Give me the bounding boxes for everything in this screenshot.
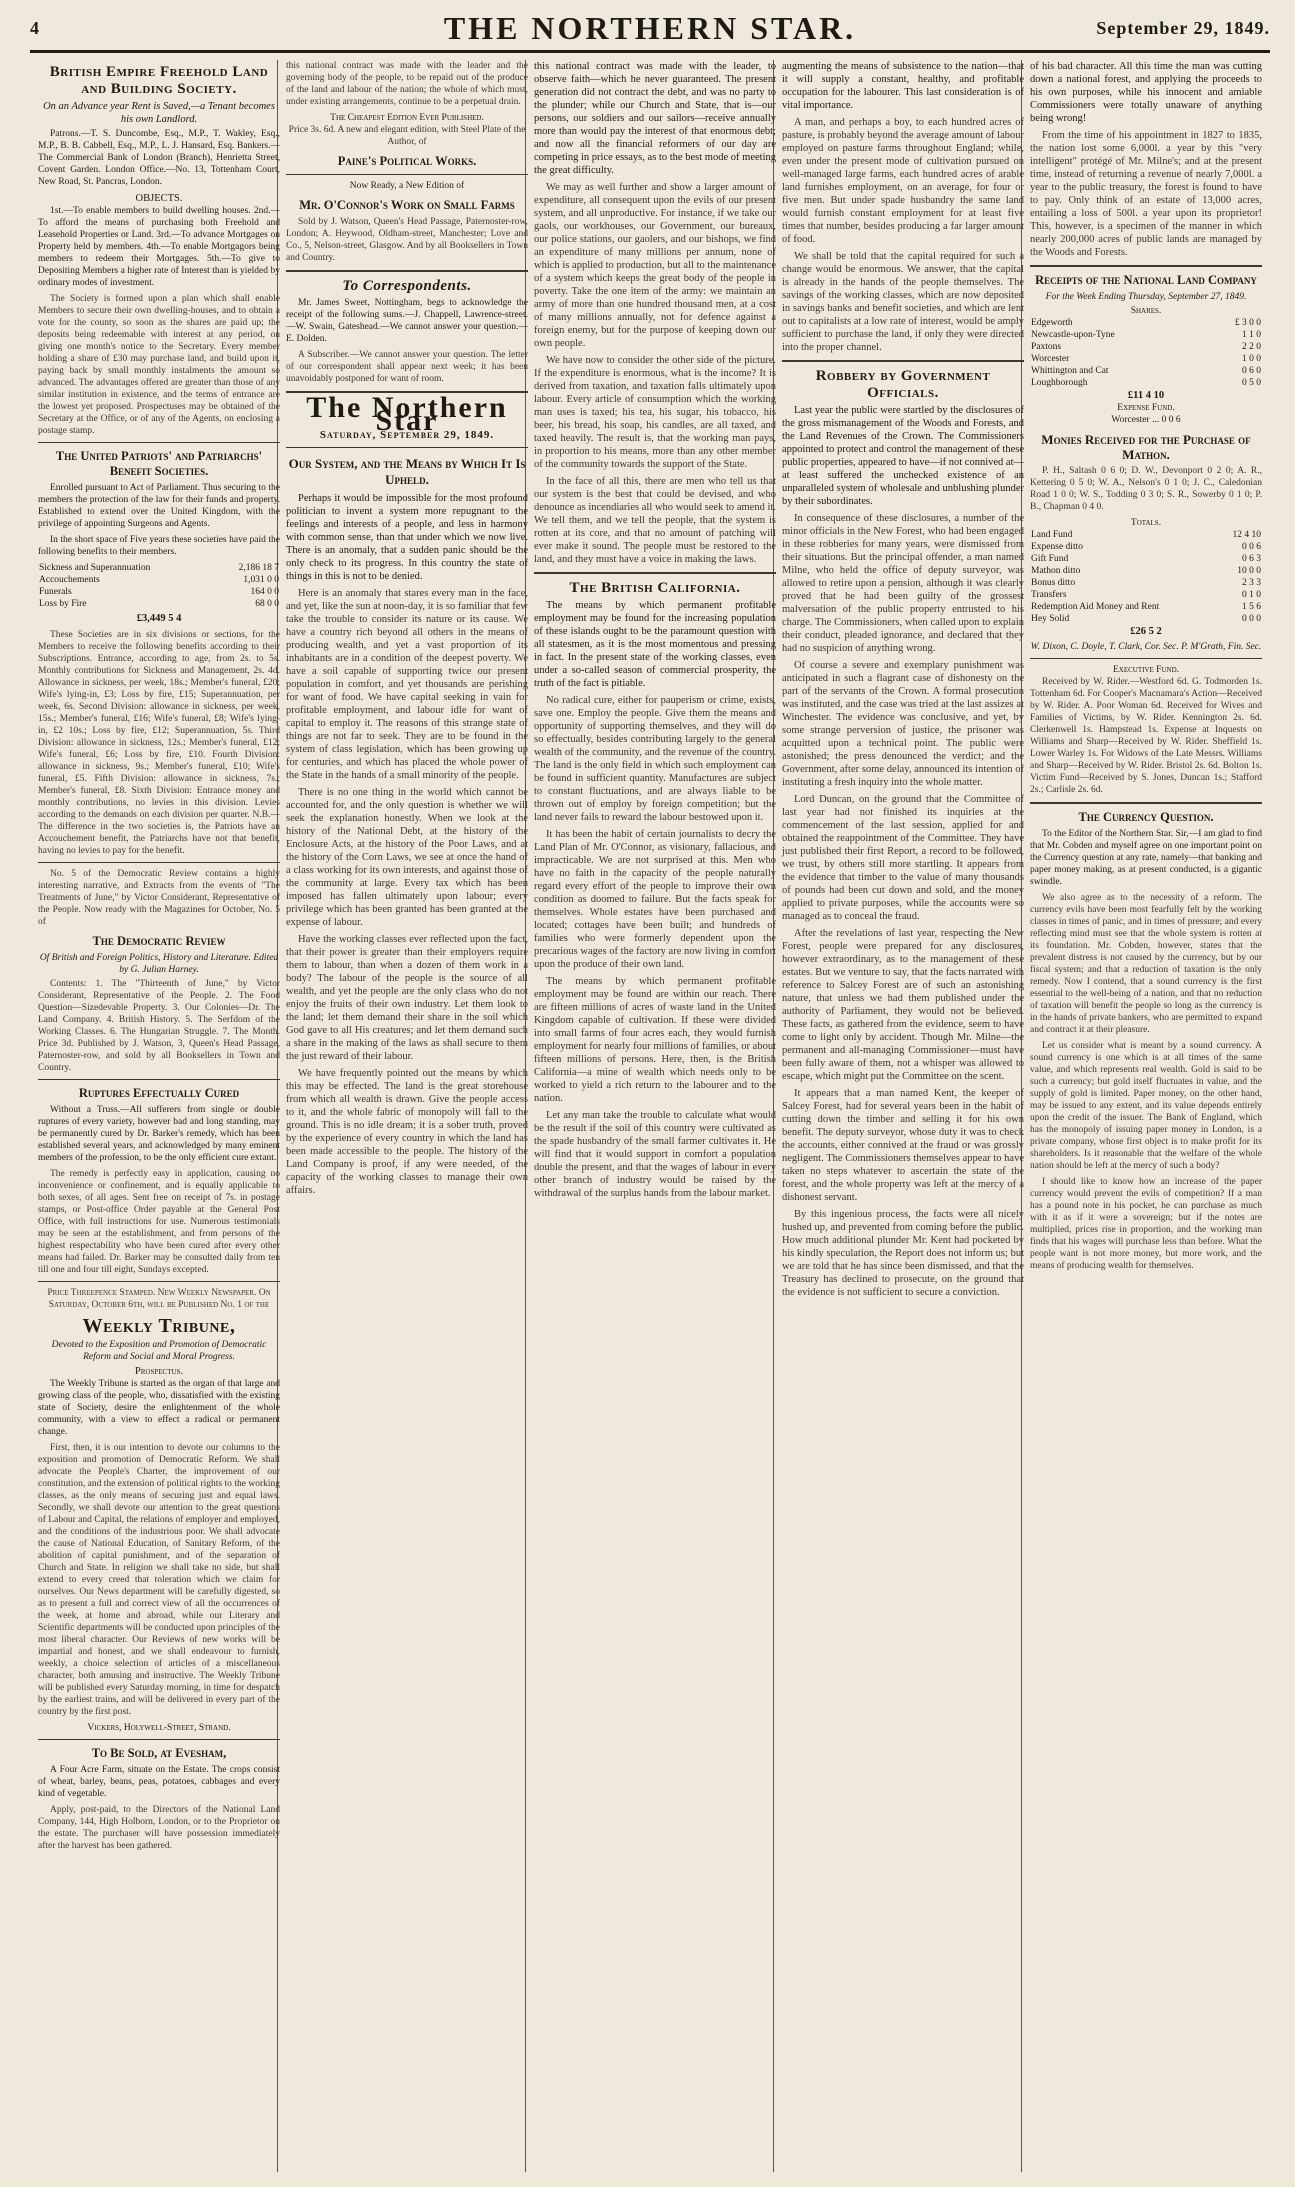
mathon-title: Monies Received for the Purchase of Mathon. bbox=[1041, 432, 1251, 462]
shares-row-label: Edgeworth bbox=[1031, 318, 1073, 328]
ad-small-farms-title: Mr. O'Connor's Work on Small Farms bbox=[299, 198, 515, 212]
shares-row-amount: 0 6 0 bbox=[1242, 366, 1261, 376]
totals-row-amount: 0 0 0 bbox=[1242, 614, 1261, 624]
column-1: British Empire Freehold Land and Building Society. On an Advance year Rent is Saved,—a Tenant becomes his own Landlord. Patrons.—T. S. Duncombe, Esq., M.P., T. Wakley, Esq., M.P., B. B. Cabbell, Esq., M.P., L. J. Hansard, Esq. Bankers.—The Commercial Bank of London (Branch), Henrietta Street, Covent Garden. London Office.—No. 13, Tottenham Court, New Road, St. Pancras, London. OBJECTS. 1st.—To enable members to build dwelling houses. 2nd.—To afford the means of purchasing both Freehold and Leasehold Properties or Land. 3rd.—To advance Mortgages on Property held by members. 4th.—To enable Mortgagors being members to redeem their Mortgages. 5th.—To give to Depositing Members a higher rate of Interest than is yielded by ordinary modes of investment. The Society is formed upon a plan which shall enable Members to secure their own dwelling-houses, and to obtain a vote for the county, so soon as the shares are paid up; the deposits being redeemable with interest at any period, on giving one month's notice to the Secretary. Every member holding a share of £30 may purchase land, and build upon it, paying back by small monthly instalments the amount so advanced. The advantages offered are greater than those of any similar institution in existence, and the terms of entrance are the lowest yet proposed. Prospectuses may be obtained of the Secretary at the Office, or of any of the Agents, on enclosing a postage stamp. The United Patriots' and Patriarchs' Benefit Societies. Enrolled pursuant to Act of Parliament. Thus securing to the members the protection of the law for their funds and property. Established to extend over the United Kingdom, with the privilege of appointing Surgeons and Agents. In the short space of Five years these societies have paid the following benefits to their members. Sickness and Superannuation 2,186 18 7 Accouchements 1,031 0 0 Funerals 164 0 0 Loss by Fire 68 0 0 £3,449 5 4 These Societies are in six divisions or sections, for the Members to receive the following benefits according to their Subscriptions. Entrance, according to age, from 2s. to 5s. Monthly contributions for Sickness and Management, 2s. 4d. Allowance in sickness, per week, 18s.; Member's funeral, £20; Wife's lying-in, £3; Loss by fire, £15; Superannuation, per week, 6s. Second Division: allowance in sickness, per week, 15s.; Member's funeral, £16; Wife's funeral, £8; Wife's lying-in, £2 10s.; Loss by fire, £12; Superannuation, 5s. Third Division: allowance in sickness, 12s.; Member's funeral, £12; Wife's funeral, £6; Loss by fire, £10. Fourth Division: allowance in sickness, 9s.; Member's funeral, £10; Wife's funeral, £5. Fifth Division: allowance in sickness, 7s.; Member's funeral, £8. Sixth Division: Entrance money and monthly contributions, no levies in this division. Levies according to the demands on each division per quarter. N.B.—The difference in the two societies is, the Patriots have an Accouchement benefit, the Patriarchs have not that benefit, having no levies to pay for the benefit. No. 5 of the Democratic Review contains a highly interesting narrative, and Extracts from the events of "The Treatments of June," by Victor Considerant, Representative of the People. Now ready with the Magazines for October, No. 5 of The Democratic Review Of British and Foreign Politics, History and Literature. Edited by G. Julian Harney. Contents: 1. The "Thirteenth of June," by Victor Considerant, Representative of the People. 2. The Food Question—Sizedevable Property. 3. Our Colonies—Dr. The Land Company. 4. British History. 5. The Serfdom of the Working Classes. 6. The Hungarian Struggle. 7. The Month. Price 3d. Published by J. Watson, 3, Queen's Head Passage, Paternoster-row, and sold by all Booksellers in Town and Country. Ruptures Effectually Cured Without a Truss.—All sufferers from single or double ruptures of every variety, however bad and long standing, may be permanently cured by Dr. Barker's remedy, which has been established several years, and acknowledged by many eminent members of the profession, to be the only efficient cure extant. The remedy is perfectly easy in application, causing no inconvenience or confinement, and is equally applicable to both sexes, of all ages. Sent free on receipt of 7s. in postage stamps, or Post-office Order payable at the General Post Office, with full instructions for use. Numerous testimonials may be seen at the establishment, and from persons of the highest respectability who have been cured after every other means had failed. Dr. Barker may be consulted daily from ten till one and four till eight, Sundays excepted. Price Threepence Stamped. New Weekly Newspaper. On Saturday, October 6th, will be Published No. 1 of the Weekly Tribune, Devoted to the Exposition and Promotion of Democratic Reform and Social and Moral Progress. Prospectus. The Weekly Tribune is started as the organ of that large and growing class of the people, who, dissatisfied with the existing state of Society, desire the enlightenment of the whole community, with a view to effect a radical or permanent change. First, then, it is our intention to devote our columns to the exposition and promotion of Democratic Reform. We shall advocate the People's Charter, the improvement of our constitution, and the extension of political rights to the working classes, as the only means of securing just and equal laws. Secondly, we shall devote our attention to the great questions of Labour and Capital, the relations of employer and employed, and the conditions of the industrious poor. We shall advocate the cause of National Education, of Sanitary Reform, of the abolition of capital punishment, and of the separation of Church and State. In religion we shall take no side, but shall extend to every creed that toleration which we claim for ourselves. Our News department will be carefully digested, so as to present a full and correct view of all the occurrences of the week, at home and abroad, while our Literary and Scientific departments will be conducted upon principles of the most liberal character. Our Reviews of new works will be impartial and honest, and we shall endeavour to furnish, weekly, a choice selection of articles of a miscellaneous character, both amusing and instructive. The Weekly Tribune will be published every Saturday morning, in time for despatch by the earliest trains, and will be delivered in every part of the country by the first post. Vickers, Holywell-Street, Strand. To Be Sold, at Evesham, A Four Acre Farm, situate on the Estate. The crops consist of wheat, barley, beans, peas, potatoes, cabbages and every kind of vegetable. Apply, post-paid, to the Directors of the National Land Company, 144, High Holborn, London, or to the Proprietor on the estate. The purchaser will have possession immediately after the harvest has been gathered. bbox=[38, 64, 280, 1851]
column-3: this national contract was made with the leader, to observe faith—which he never guaranteed. The present generation did not contract the debt, and was no party to the plunder; while our Church and State, that is—our persons, our soldiers and our sailors—receive annually more than would pay the interest of that enormous debt; and now all the financial reformers of our day are competing in price essays, as to the best mode of meeting the great difficulty. We may as well further and show a larger amount of expenditure, all consequent upon the evils of our present system, and all unproductive. For instance, if we take our gaols, our workhouses, our Government, our bureaux, our police stations, our gaolers, and our bishops, we find an expenditure of many millions per annum, none of which is applied to production, but all to the maintenance of a system which keeps the great body of the people in poverty. Take the one item of the army: we maintain an army of more than one hundred thousand men, at a cost of many millions annually, not for defence against a foreign enemy, but for the purpose of keeping down our own people. We have now to consider the other side of the picture. If the expenditure is enormous, what is the income? It is derived from taxation, and taxation falls ultimately upon labour. Every article of consumption which the working man uses is taxed; his tea, his sugar, his tobacco, his beer, his bread, his soap, his candles, are all taxed, and taxed heavily. The result is, that the working man pays, in proportion to his means, more than any other member of the community towards the support of the State. In the face of all this, there are men who tell us that our system is the best that could be devised, and who denounce as incendiaries all who would seek to amend it. We tell them, and we tell the people, that the system is rotten at its core, and that no amount of patching will ever make it sound. The people must be restored to the land, and they must have a voice in making the laws. The British California. The means by which permanent profitable employment may be found for the increasing population of these islands ought to be the paramount question with all statesmen, as it is the most momentous and pressing in fact. In the present state of the working classes, even under a so-called season of commercial prosperity, the truth of the fact is pitiable. No radical cure, either for pauperism or crime, exists, save one. Employ the people. Give them the means and opportunity of supporting themselves, and they will do so effectually, besides contributing largely to the general wealth of the community, and the revenue of the country. The land is the only field in which such employment can be found in sufficient quantity. Manufactures are subject to constant fluctuations, and are always liable to be thrown out of employ by foreign competition; but the land never fails to reward the labour bestowed upon it. It has been the habit of certain journalists to decry the Land Plan of Mr. O'Connor, as visionary, fallacious, and impracticable. We are not surprised at this. Men who have no faith in the capacity of the people naturally regard every effort of the people to improve their own condition as doomed to failure. But the facts speak for themselves. Whole estates have been purchased and located; cottages have been built; and hundreds of families who were formerly dependent upon the precarious wages of the factory are now living in comfort upon the produce of their own land. The means by which permanent profitable employment may be found are within our reach. There are fifteen millions of acres of waste land in the United Kingdom capable of cultivation. If these were divided into small farms of four acres each, they would furnish employment for nearly four millions of families, or about fifteen millions of persons. Here, then, is the British California—a mine of wealth which needs only to be worked to yield a rich return to the labourer and to the nation. Let any man take the trouble to calculate what would be the result if the soil of this country were cultivated as the spade husbandry of the small farmer cultivates it. He will find that it would support in comfort a population double the present, and that the wages of labour in every other branch of industry would be raised by the withdrawal of the surplus hands from the labour market. bbox=[534, 61, 776, 1199]
totals-row-amount: 10 0 0 bbox=[1237, 566, 1261, 576]
receipts-signers: W. Dixon, C. Doyle, T. Clark, Cor. Sec. P. M'Grath, Fin. Sec. bbox=[1030, 642, 1262, 652]
shares-row bbox=[1030, 317, 1262, 329]
correspondents-title: To Correspondents. bbox=[342, 278, 472, 294]
expense-body: Worcester ... 0 0 6 bbox=[1111, 415, 1181, 425]
editorial-date: Saturday, September 29, 1849. bbox=[319, 429, 495, 441]
ad-ruptures-title: Ruptures Effectually Cured bbox=[78, 1086, 240, 1100]
claims-table bbox=[38, 562, 280, 610]
ad-democratic-review-sub: Of British and Foreign Politics, History and Literature. Edited by G. Julian Harney. bbox=[39, 953, 279, 975]
ad-benefit-societies-body: Enrolled pursuant to Act of Parliament. Thus securing to the members the protection of the law for their funds and property. Established to extend over the United Kingdom, with the privilege of appointing Surgeons and Agents. bbox=[38, 483, 280, 529]
ad-weekly-tribune-sub: Devoted to the Exposition and Promotion of Democratic Reform and Social and Moral Progress. bbox=[51, 1340, 267, 1362]
totals-row-amount: 2 3 3 bbox=[1242, 578, 1261, 588]
california-body: The means by which permanent profitable employment may be found for the increasing population of these islands ought to be the paramount question with all statesmen, as it is the most momentous and pressing in fact. In the present state of the working classes, even under a so-called season of commercial prosperity, the truth of the fact is pitiable. bbox=[534, 600, 776, 689]
totals-row-label: Mathon ditto bbox=[1031, 566, 1081, 576]
totals-row bbox=[1030, 553, 1262, 565]
california-title: The British California. bbox=[569, 580, 741, 596]
claims-row bbox=[38, 574, 280, 586]
ad-democratic-review-title: The Democratic Review bbox=[92, 934, 226, 948]
claims-row-label: Funerals bbox=[39, 587, 72, 597]
claims-row bbox=[38, 562, 280, 574]
ad-building-society-sub: On an Advance year Rent is Saved,—a Tenant becomes his own Landlord. bbox=[43, 101, 275, 125]
totals-row bbox=[1030, 541, 1262, 553]
robbery-body: Last year the public were startled by the disclosures of the gross mismanagement of the Woods and Forests, and the Land Revenues of the Crown. The Commissioners appointed to protect and control the management of these public properties, appeared to have—if not connived at—at least suffered the unchecked existence of an unparalleled system of wholesale and unblushing plunder by their subordinates. bbox=[782, 405, 1025, 507]
ad-vickers: Vickers, Holywell-Street, Strand. bbox=[87, 1723, 231, 1733]
shares-row bbox=[1030, 377, 1262, 389]
shares-total: £11 4 10 bbox=[1127, 390, 1165, 401]
claims-row-amount: 2,186 18 7 bbox=[238, 563, 279, 573]
ad-benefit-claims-intro: In the short space of Five years these societies have paid the following benefits to their members. bbox=[38, 535, 280, 557]
claims-row-amount: 68 0 0 bbox=[255, 599, 279, 609]
ad-prospectus-heading: Prospectus. bbox=[134, 1366, 184, 1377]
shares-row-amount: 2 2 0 bbox=[1242, 342, 1261, 352]
receipts-title: Receipts of the National Land Company bbox=[1035, 273, 1257, 287]
totals-row bbox=[1030, 613, 1262, 625]
shares-row-amount: 1 0 0 bbox=[1242, 354, 1261, 364]
shares-heading: Shares. bbox=[1130, 306, 1162, 316]
totals-row bbox=[1030, 601, 1262, 613]
totals-row-amount: 0 0 6 bbox=[1242, 542, 1261, 552]
shares-row-amount: 1 1 0 bbox=[1242, 330, 1261, 340]
claims-row-amount: 1,031 0 0 bbox=[243, 575, 279, 585]
robbery-title: Robbery by Government Officials. bbox=[815, 368, 991, 401]
ad-weekly-tribune-body: The Weekly Tribune is started as the organ of that large and growing class of the people, who, dissatisfied with the existing state of Society, desire the enlightenment of the whole community, with a view to effect a radical or permanent change. bbox=[38, 1379, 280, 1437]
ad-farm-title: To Be Sold, at Evesham, bbox=[91, 1746, 227, 1760]
totals-heading: Totals. bbox=[1130, 518, 1162, 528]
ad-paine-title: Paine's Political Works. bbox=[337, 154, 477, 168]
column-4: augmenting the means of subsistence to the nation—that it will supply a constant, healthy, and profitable occupation for the labourer. This last consideration is of vital importance. A man, and perhaps a boy, to each hundred acres of pasture, is probably beyond the average amount of labour employed on pasture farms throughout England; while, even under the present mode of cultivation pursued on well-managed large farms, each hundred acres of arable land furnishes employment, on an average, for four or five men. But under spade husbandry the same land would furnish constant employment for at least five times that number, besides producing a far larger amount of food. We shall be told that the capital required for such a change would be enormous. We answer, that the capital is already in the hands of the people themselves. The savings of the working classes, which are now deposited in savings banks and benefit societies, and which are lent out to capitalists at a low rate of interest, would be amply sufficient to purchase the land, if only they were directed into the proper channel. Robbery by Government Officials. Last year the public were startled by the disclosures of the gross mismanagement of the Woods and Forests, and the Land Revenues of the Crown. The Commissioners appointed to protect and control the management of these public properties, appeared to have—if not connived at—at least suffered the unchecked existence of an unparalleled system of wholesale and unblushing plunder by their subordinates. In consequence of these disclosures, a number of the minor officials in the New Forest, who had been engaged in these robberies for many years, were dismissed from their situations. But the principal offender, a man named Milne, who held the office of deputy surveyor, was allowed to retire upon a pension, although it was clearly proved that he had been guilty of the grossest malversation of the public property entrusted to his charge. The Commissioners, when called upon to explain their conduct, pleaded ignorance, and declared that they had no suspicion of anything wrong. Of course a severe and exemplary punishment was anticipated in such a flagrant case of dishonesty on the part of the servants of the Crown. A formal prosecution was instituted, and the case was tried at the last assizes at Winchester. The evidence was conclusive, and yet, by some strange perversion of justice, the prisoner was acquitted upon a technical point. The public were astonished; the press denounced the verdict; and the Government, after some delay, announced its intention of instituting a fresh inquiry into the whole matter. Lord Duncan, on the ground that the Committee of last year had not finished its inquiries at the commencement of the last session, applied for and obtained the reappointment of the Committee. They have just published their first Report, a record to be followed, we trust, by others still more startling. It appears from the evidence that timber to the value of many thousands of pounds had been cut down and sold, and the money applied to private purposes, while the accounts were so managed as to conceal the fraud. After the revelations of last year, respecting the New Forest, people were prepared for any disclosures, however extraordinary, as to the management of these estates. But we venture to say, that the facts narrated with reference to Salcey Forest are of such an astonishing nature, that unless we had them published under the authority of Parliament, they would not be believed. These facts, as gathered from the evidence, seem to have come to light only by accident. Though Mr. Milne—the permanent and all-managing Commissioner—must have been fully aware of them, not a whisper was allowed to escape, which might put the Committee on the scent. It appears that a man named Kent, the keeper of Salcey Forest, had for several years been in the habit of cutting down the timber and selling it for his own benefit. The deputy surveyor, whose duty it was to check the accounts, either connived at the fraud or was grossly negligent. The Commissioners themselves appear to have taken no steps whatever to ascertain the state of the forest, and the whole property was left at the mercy of a dishonest servant. By this ingenious process, the facts were all nicely hushed up, and prevented from coming before the public. How much additional plunder Mr. Kent had pocketed by his kindly speculation, the Report does not inform us; but we are told that he has since been dismissed, and that the Treasury has declined to prosecute, on the ground that the evidence is not sufficient to secure a conviction. bbox=[782, 61, 1025, 1298]
shares-row-label: Whittington and Cat bbox=[1031, 366, 1109, 376]
totals-sum: £26 5 2 bbox=[1130, 626, 1162, 637]
shares-row bbox=[1030, 341, 1262, 353]
shares-table bbox=[1030, 317, 1262, 389]
correspondents-body: Mr. James Sweet, Nottingham, begs to acknowledge the receipt of the following sums.—J. Chappell, Lawrence-street.—W. Swain, Gateshead.—We cannot answer your question.—E. Dolden. bbox=[286, 298, 528, 344]
ad-small-farms-sub: Now Ready, a New Edition of bbox=[349, 181, 465, 191]
shares-row bbox=[1030, 365, 1262, 377]
claims-row-amount: 164 0 0 bbox=[250, 587, 279, 597]
masthead-rule bbox=[30, 50, 1270, 53]
shares-row-label: Loughborough bbox=[1031, 378, 1088, 388]
ad-objects-heading: OBJECTS. bbox=[135, 193, 183, 204]
totals-row bbox=[1030, 565, 1262, 577]
ad-building-society-title: British Empire Freehold Land and Building Society. bbox=[49, 64, 269, 97]
totals-row bbox=[1030, 589, 1262, 601]
paper-title: THE NORTHERN STAR. bbox=[443, 10, 857, 46]
totals-row bbox=[1030, 577, 1262, 589]
ad-farm-body: A Four Acre Farm, situate on the Estate. The crops consist of wheat, barley, beans, peas, potatoes, cabbages and every kind of vegetable. bbox=[38, 1765, 280, 1799]
totals-row-amount: 1 5 6 bbox=[1242, 602, 1261, 612]
issue-date: September 29, 1849. bbox=[1096, 18, 1270, 38]
executive-heading: Executive Fund. bbox=[1113, 665, 1179, 675]
shares-row-amount: 0 5 0 bbox=[1242, 378, 1261, 388]
claims-total: £3,449 5 4 bbox=[136, 613, 182, 624]
ad-weekly-tribune-title: Weekly Tribune, bbox=[82, 1315, 236, 1337]
ad-objects-text: 1st.—To enable members to build dwelling houses. 2nd.—To afford the means of purchasing both Freehold and Leasehold Properties or Land. 3rd.—To advance Mortgages on Property held by members. 4th.—To enable Mortgagors being members to redeem their Mortgages. 5th.—To give to Depositing Members a higher rate of Interest than is yielded by ordinary modes of investment. bbox=[38, 206, 280, 288]
shares-row-label: Worcester bbox=[1031, 354, 1070, 364]
receipts-sub: For the Week Ending Thursday, September 27, 1849. bbox=[1045, 292, 1247, 302]
page-number: 4 bbox=[30, 18, 39, 38]
totals-row-label: Hey Solid bbox=[1031, 614, 1070, 624]
claims-row-label: Accouchements bbox=[39, 575, 100, 585]
currency-title: The Currency Question. bbox=[1078, 810, 1214, 824]
editorial-body: Perhaps it would be impossible for the most profound politician to invent a system more repugnant to the feelings and interests of a people, and less in harmony with common sense, than that under which we now live. There is an anomaly, that a sudden panic should be the only check to its progress. In this country the state of things in this is not to be denied. bbox=[286, 493, 528, 582]
claims-row bbox=[38, 586, 280, 598]
totals-row-amount: 12 4 10 bbox=[1232, 530, 1261, 540]
col3-body-1: this national contract was made with the leader, to observe faith—which he never guaranteed. The present generation did not contract the debt, and was no party to the plunder; while our Church and State, that is—our persons, our soldiers and our sailors—receive annually more than would pay the interest of that enormous debt; and now all the financial reformers of our day are competing in price essays, as to the best mode of meeting the great difficulty. bbox=[534, 61, 776, 176]
editorial-paper-title: The Northern Star bbox=[306, 391, 508, 437]
totals-row bbox=[1030, 529, 1262, 541]
claims-row-label: Loss by Fire bbox=[39, 599, 87, 609]
column-5: of his bad character. All this time the man was cutting down a national forest, and applying the proceeds to his own purposes, while his innocent and amiable Commissioners were totally unaware of anything being wrong! From the time of his appointment in 1827 to 1835, the nation lost some 6,000l. a year by this "very intelligent" protégé of Mr. Milne's; and at the present time, instead of returning a revenue of nearly 7,000l. a year to the public treasury, the forest is found to have to pay. Only think of an estate of 13,000 acres, entailing a loss of 500l. a year upon its proprietor! This, however, is a specimen of the manner in which nearly 200,000 acres of public lands are managed by the Woods and Forests. Receipts of the National Land Company For the Week Ending Thursday, September 27, 1849. Shares. Edgeworth £ 3 0 0 Newcastle-upon-Tyne 1 1 0 Paxtons 2 2 0 Worcester 1 0 0 Whittington and Cat 0 6 0 Loughborough 0 5 0 £11 4 10 Expense Fund. Worcester ... 0 0 6 Monies Received for the Purchase of Mathon. P. H., Saltash 0 6 0; D. W., Devonport 0 2 0; A. R., Kettering 0 5 0; W. A., Nelson's 0 1 0; J. C., Caledonian Road 1 0 0; W. S., Todding 0 3 0; S. R., Sowerby 0 1 0; P. B., Chapman 0 4 0. Totals. Land Fund 12 4 10 Expense ditto 0 0 6 Gift Fund 0 6 3 Mathon ditto 10 0 0 Bonus ditto 2 3 3 Transfers 0 1 0 Redemption Aid Money and Rent 1 5 6 Hey Solid 0 0 0 £26 5 2 W. Dixon, C. Doyle, T. Clark, Cor. Sec. P. M'Grath, Fin. Sec. Executive Fund. Received by W. Rider.—Westford 6d. G. Todmorden 1s. Tottenham 6d. For Cooper's Macnamara's Action—Received by W. Rider. A. Poor Woman 6d. Received for Wives and Families of Victims, by W. Rider. Kennington 2s. 6d. Clerkenwell 1s. Hampstead 1s. Expense at Inquests on Williams and Sharp—Received by W. Rider. Sheffield 1s. Lower Warley 1s. For Widows of the Late Messrs. Williams and Sharp—Received by W. Rider. Bristol 2s. 6d. Bolton 1s. Victim Fund—Received by S. Jones, Duncan 1s.; Stafford 2s.; Carlisle 2s. 6d. The Currency Question. To the Editor of the Northern Star. Sir,—I am glad to find that Mr. Cobden and myself agree on one important point on the Currency question at any rate, namely—that banking and paper money making, as at present conducted, is a gigantic swindle. We also agree as to the necessity of a reform. The currency evils have been most fearfully felt by the working classes in times of panic, and in times of pressure; and every reflecting mind must see that the whole system is rotten at its foundation. Mr. Cobden, however, states that the prevalent distress is not caused by the currency, but by our fiscal system; and that a reduction of taxation is the only remedy. Now I contend, that a sound currency is the first essential to the well-being of a nation, and that no reduction of taxation will benefit the people so long as the currency is in the hands of private bankers, who are permitted to expand and contract it at their pleasure. Let us consider what is meant by a sound currency. A sound currency is one which is at all times of the same value, and which represents real wealth. Gold is said to be such a currency; but gold itself fluctuates in value, and the supply of gold is limited. Paper money, on the other hand, may be issued to any extent, and its value depends entirely upon the credit of the issuer. The Bank of England, which has the monopoly of issuing paper money in London, is a private company, whose first object is to make profit for its shareholders. Is it reasonable that the welfare of the whole nation should be left at the mercy of such a body? I should like to know how an increase of the paper currency would prevent the evils of competition? If a man has a pound note in his pocket, he can purchase as much with it as if it were a sovereign; but if the notes are multiplied, prices rise in proportion, and the working man finds that his wages will purchase less than before. What the people want is not more money, but more work, and the means of producing wealth for themselves. bbox=[1030, 61, 1262, 1271]
shares-row-label: Paxtons bbox=[1031, 342, 1062, 352]
shares-row bbox=[1030, 329, 1262, 341]
col4-body-1: augmenting the means of subsistence to the nation—that it will supply a constant, healthy, and profitable occupation for the labourer. This last consideration is of vital importance. bbox=[782, 61, 1024, 111]
ad-benefit-societies-title: The United Patriots' and Patriarchs' Benefit Societies. bbox=[55, 449, 263, 478]
shares-row-label: Newcastle-upon-Tyne bbox=[1031, 330, 1115, 340]
claims-row bbox=[38, 598, 280, 610]
totals-row-label: Bonus ditto bbox=[1031, 578, 1076, 588]
totals-row-label: Land Fund bbox=[1031, 530, 1073, 540]
ad-paine-intro: The Cheapest Edition Ever Published. bbox=[330, 113, 484, 123]
editorial-title: Our System, and the Means by Which It Is Upheld. bbox=[288, 456, 526, 487]
totals-row-label: Gift Fund bbox=[1031, 554, 1069, 564]
totals-row-label: Transfers bbox=[1031, 590, 1067, 600]
shares-row-amount: £ 3 0 0 bbox=[1234, 318, 1261, 328]
shares-row bbox=[1030, 353, 1262, 365]
totals-row-amount: 0 1 0 bbox=[1242, 590, 1261, 600]
col5-body-1: of his bad character. All this time the man was cutting down a national forest, and applying the proceeds to his own purposes, while his innocent and amiable Commissioners were totally unaware of anything being wrong! bbox=[1030, 61, 1262, 124]
totals-table bbox=[1030, 529, 1262, 625]
totals-row-amount: 0 6 3 bbox=[1242, 554, 1261, 564]
claims-row-label: Sickness and Superannuation bbox=[39, 563, 151, 573]
ad-ruptures-body: Without a Truss.—All sufferers from single or double ruptures of every variety, however bad and long standing, may be permanently cured by Dr. Barker's remedy, which has been established several years, and acknowledged by many eminent members of the profession, to be the only efficient cure extant. bbox=[38, 1105, 280, 1163]
expense-heading: Expense Fund. bbox=[1117, 403, 1175, 413]
masthead bbox=[30, 6, 1270, 48]
column-2: this national contract was made with the leader and the governing body of the people, to be repaid out of the produce of the land and labour of the nation; the whole of which must, under existing arrangements, continue to be a perpetual drain. The Cheapest Edition Ever Published. Price 3s. 6d. A new and elegant edition, with Steel Plate of the Author, of Paine's Political Works. Now Ready, a New Edition of Mr. O'Connor's Work on Small Farms Sold by J. Watson, Queen's Head Passage, Paternoster-row, London; A. Heywood, Oldham-street, Manchester; Love and Co., 5, Nelson-street, Glasgow. And by all Booksellers in Town and Country. To Correspondents. Mr. James Sweet, Nottingham, begs to acknowledge the receipt of the following sums.—J. Chappell, Lawrence-street.—W. Swain, Gateshead.—We cannot answer your question.—E. Dolden. A Subscriber.—We cannot answer your question. The letter of our correspondent shall appear next week; it has been unavoidably postponed for want of room. The Northern Star Saturday, September 29, 1849. Our System, and the Means by Which It Is Upheld. Perhaps it would be impossible for the most profound politician to invent a system more repugnant to the feelings and interests of a people, and less in harmony with common sense, than that under which we now live. There is an anomaly, that a sudden panic should be the only check to its progress. In this country the state of things in this is not to be denied. Here is an anomaly that stares every man in the face, and yet, like the sun at noon-day, it is so familiar that few take the trouble to consider its nature or its cause. We have a country rich beyond all others in the means of producing wealth, and yet a vast proportion of its inhabitants are in a condition of the deepest poverty. We have a soil capable of supporting twice our present population in comfort, and yet thousands are perishing for want of food. We have capital seeking in vain for profitable employment, and labour idle for want of capital to employ it. The reasons of this strange state of things are not far to seek. They are to be found in the system of class legislation, which has been growing up for centuries, and which has placed the whole power of the State in the hands of a small minority of the people. There is no one thing in the world which cannot be accounted for, and the only question is whether we will seek the explanation honestly. When we look at the history of the National Debt, at the history of the Enclosure Acts, at the history of the Poor Laws, and at the history of the Corn Laws, we see at once the hand of a class working for its own interests, and against those of the community at large. Every tax which has been imposed has fallen ultimately upon labour; every privilege which has been granted has been granted at the expense of labour. Have the working classes ever reflected upon the fact, that their power is greater than their employers require them to labour, than when a dozen of them work in a body? The labour of the people is the source of all wealth, and yet the people are the only class who do not enjoy the fruits of their own industry. Let them look to the land; let them demand their share in the soil which God gave to all His creatures; and let them demand such a share in the making of the laws as shall secure to them the just reward of their labour. We have frequently pointed out the means by which this may be effected. The land is the great storehouse from which all wealth is drawn. Give the people access to it, and the whole fabric of monopoly will fall to the ground. This is no idle dream; it is a sober truth, proved by the experience of every country in which the land has been made accessible to the people. The history of the Land Company is proof, if any were needed, of the capacity of the working classes to manage their own affairs. bbox=[286, 61, 528, 1196]
totals-row-label: Redemption Aid Money and Rent bbox=[1031, 602, 1160, 612]
currency-body: To the Editor of the Northern Star. Sir,—I am glad to find that Mr. Cobden and myself agree on one important point on the Currency question at any rate, namely—that banking and paper money making, as at present conducted, is a gigantic swindle. bbox=[1030, 829, 1262, 887]
ad-building-society-body: Patrons.—T. S. Duncombe, Esq., M.P., T. Wakley, Esq., M.P., B. B. Cabbell, Esq., M.P., L. J. Hansard, Esq. Bankers.—The Commercial Bank of London (Branch), Henrietta Street, Covent Garden. London Office.—No. 13, Tottenham Court, New Road, St. Pancras, London. bbox=[38, 129, 280, 187]
totals-row-label: Expense ditto bbox=[1031, 542, 1083, 552]
